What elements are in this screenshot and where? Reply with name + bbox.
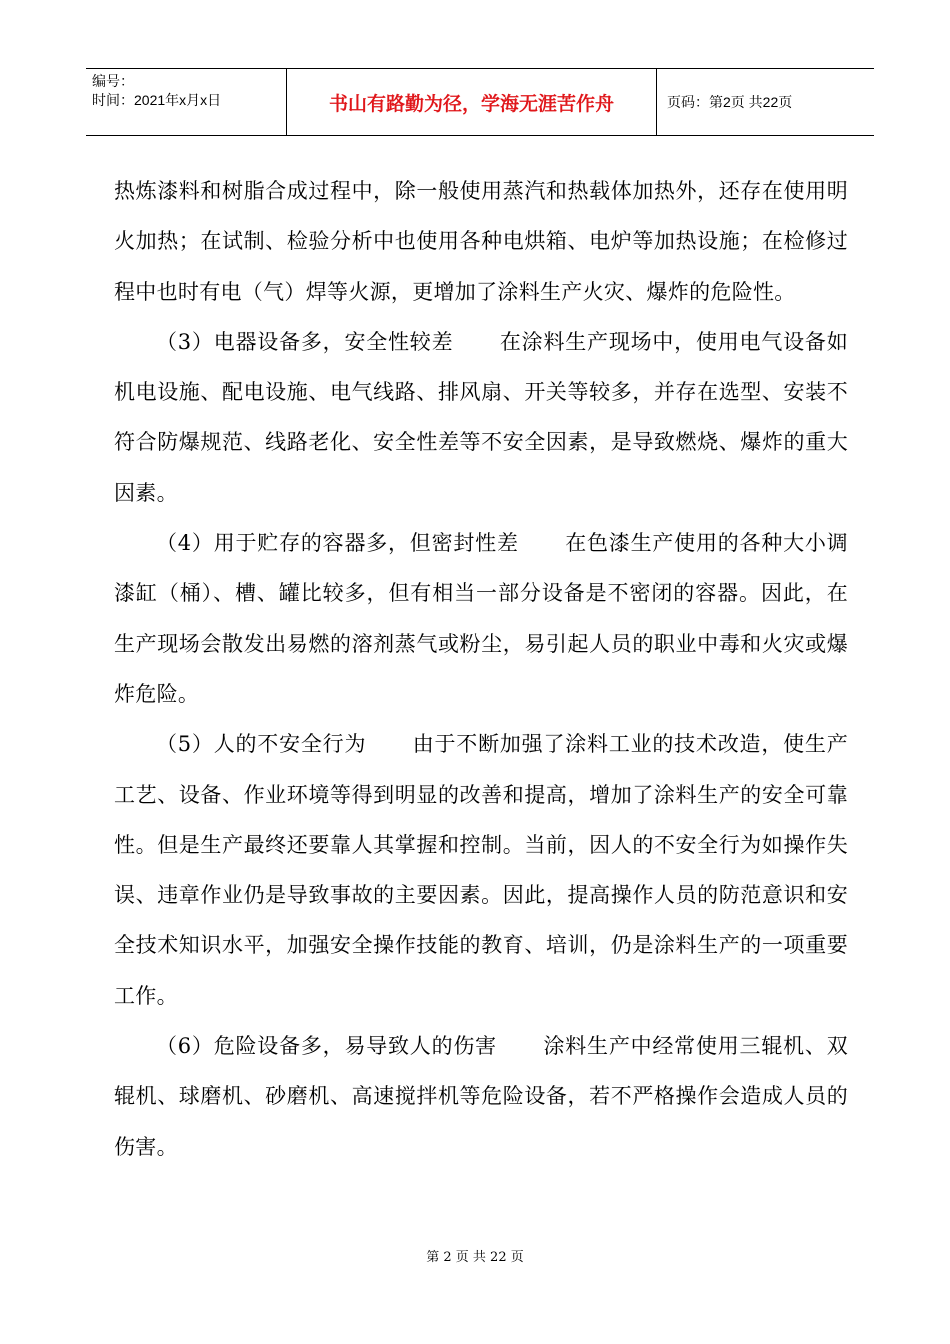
header-motto: 书山有路勤为径，学海无涯苦作舟 — [286, 69, 657, 135]
page-header — [86, 68, 874, 136]
page-footer: 第 2 页 共 22 页 — [426, 1250, 524, 1265]
paragraph-text: 由于不断加强了涂料工业的技术改造，使生产工艺、设备、作业环境等得到明显的改善和提高，增加了涂料生产的安全可靠性。但是生产最终还要靠人其掌握和控制。当前，因人的不安全行为如操作失误、违章作业仍是导致事故的主要因素。因此，提高操作人员的防范意识和安全技术知识水平，加强安全操作技能的教育、培训，仍是涂料生产的一项重要工作。 — [114, 732, 848, 1008]
paragraph-text: 涂料生产中经常使用三辊机、双辊机、球磨机、砂磨机、高速搅拌机等危险设备，若不严格操作会造成人员的伤害。 — [114, 1034, 848, 1159]
paragraph-text: 在涂料生产现场中，使用电气设备如机电设施、配电设施、电气线路、排风扇、开关等较多，并存在选型、安装不符合防爆规范、线路老化、安全性差等不安全因素，是导致燃烧、爆炸的重大因素。 — [114, 329, 848, 505]
time-label: 时间：2021年x月x日 — [92, 92, 222, 108]
paragraph-text: 在色漆生产使用的各种大小调漆缸（桶）、槽、罐比较多，但有相当一部分设备是不密闭的容器。因此，在生产现场会散发出易燃的溶剂蒸气或粉尘，易引起人员的职业中毒和火灾或爆炸危险。 — [114, 531, 848, 706]
paragraph-continued — [114, 166, 848, 317]
serial-label: 编号： — [92, 73, 134, 89]
paragraph-item-4 — [114, 518, 848, 719]
paragraph-text: 热炼漆料和树脂合成过程中，除一般使用蒸汽和热载体加热外，还存在使用明火加热；在试制、检验分析中也使用各种电烘箱、电炉等加热设施；在检修过程中也时有电（气）焊等火源，更增加了涂料生产火灾、爆炸的危险性。 — [114, 179, 848, 304]
header-meta — [86, 69, 286, 135]
paragraph-heading: （4）用于贮存的容器多，但密封性差 — [156, 531, 519, 556]
header-page-info: 页码：第2页 共22页 — [667, 94, 793, 110]
paragraph-heading: （3）电器设备多，安全性较差 — [156, 329, 454, 354]
paragraph-item-6 — [114, 1021, 848, 1172]
paragraph-item-5 — [114, 719, 848, 1021]
paragraph-heading: （6）危险设备多，易导致人的伤害 — [156, 1034, 497, 1059]
paragraph-item-3 — [114, 317, 848, 518]
document-body — [114, 166, 848, 1172]
paragraph-heading: （5）人的不安全行为 — [156, 732, 367, 757]
